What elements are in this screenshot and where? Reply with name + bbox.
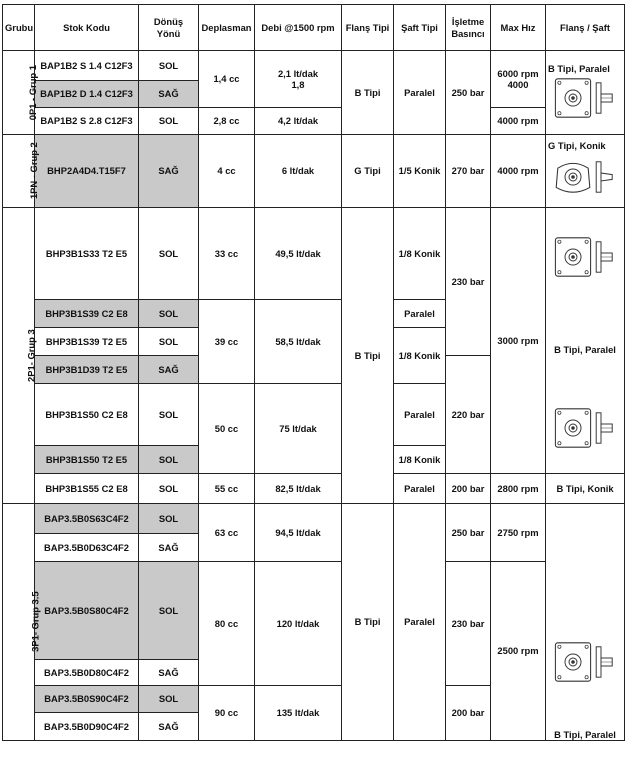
flow-rate: 135 lt/dak — [255, 686, 342, 741]
flange-type: G Tipi — [342, 135, 394, 208]
displacement: 39 cc — [199, 300, 255, 384]
displacement: 1,4 cc — [199, 51, 255, 108]
pump-flange-drawing-icon — [553, 154, 617, 200]
flow-rate: 75 lt/dak — [255, 384, 342, 474]
stock-code: BAP3.5B0D63C4F2 — [35, 534, 139, 562]
table-row — [3, 208, 625, 300]
table-row — [3, 562, 625, 660]
header-donus-yonu: Dönüş Yönü — [139, 5, 199, 51]
stock-code: BHP3B1S50 C2 E8 — [35, 384, 139, 446]
shaft-type: 1/8 Konik — [394, 208, 446, 300]
header-row — [3, 5, 625, 51]
flow-rate: 58,5 lt/dak — [255, 300, 342, 384]
header-stok-kodu: Stok Kodu — [35, 5, 139, 51]
rotation-direction: SAĞ — [139, 135, 199, 208]
table-row — [3, 504, 625, 534]
header-grubu: Grubu — [3, 5, 35, 51]
rotation-direction: SOL — [139, 300, 199, 328]
flange-type: B Tipi — [342, 504, 394, 741]
operating-pressure: 200 bar — [446, 686, 491, 741]
pump-flange-drawing-icon — [553, 234, 617, 280]
rotation-direction: SOL — [139, 562, 199, 660]
group-label: 0P1 - Grup 1 — [3, 51, 35, 135]
header-debi: Debi @1500 rpm — [255, 5, 342, 51]
rotation-direction: SOL — [139, 686, 199, 713]
displacement: 90 cc — [199, 686, 255, 741]
flow-rate: 2,1 lt/dak 1,8 — [255, 51, 342, 108]
displacement: 2,8 cc — [199, 108, 255, 135]
operating-pressure: 250 bar — [446, 504, 491, 562]
rotation-direction: SOL — [139, 384, 199, 446]
operating-pressure: 220 bar — [446, 356, 491, 474]
group-label: 2P1- Grup 3 — [3, 208, 35, 504]
rotation-direction: SOL — [139, 474, 199, 504]
stock-code: BAP3.5B0D80C4F2 — [35, 660, 139, 686]
rotation-direction: SOL — [139, 446, 199, 474]
rotation-direction: SAĞ — [139, 356, 199, 384]
max-speed: 4000 rpm — [491, 108, 546, 135]
pump-flange-drawing-icon — [553, 405, 617, 451]
table-row — [3, 135, 625, 208]
stock-code: BAP3.5B0S63C4F2 — [35, 504, 139, 534]
displacement: 4 cc — [199, 135, 255, 208]
stock-code: BAP1B2 D 1.4 C12F3 — [35, 81, 139, 108]
max-speed: 2500 rpm — [491, 562, 546, 741]
flange-type: B Tipi — [342, 51, 394, 135]
flow-rate: 120 lt/dak — [255, 562, 342, 686]
stock-code: BAP3.5B0S80C4F2 — [35, 562, 139, 660]
max-speed: 2800 rpm — [491, 474, 546, 504]
stock-code: BHP3B1S50 T2 E5 — [35, 446, 139, 474]
operating-pressure: 270 bar — [446, 135, 491, 208]
displacement: 55 cc — [199, 474, 255, 504]
pump-flange-drawing-icon — [553, 76, 617, 120]
displacement: 63 cc — [199, 504, 255, 562]
max-speed: 2750 rpm — [491, 504, 546, 562]
rotation-direction: SAĞ — [139, 81, 199, 108]
rotation-direction: SOL — [139, 108, 199, 135]
product-table — [2, 4, 625, 741]
displacement: 80 cc — [199, 562, 255, 686]
stock-code: BAP1B2 S 2.8 C12F3 — [35, 108, 139, 135]
rotation-direction: SOL — [139, 328, 199, 356]
header-flans-saft: Flanş / Şaft — [546, 5, 625, 51]
stock-code: BAP1B2 S 1.4 C12F3 — [35, 51, 139, 81]
rotation-direction: SAĞ — [139, 713, 199, 741]
header-deplasman: Deplasman — [199, 5, 255, 51]
shaft-type: 1/5 Konik — [394, 135, 446, 208]
max-speed: 6000 rpm 4000 — [491, 51, 546, 108]
operating-pressure: 230 bar — [446, 208, 491, 356]
flange-shaft-image: B Tipi, Paralel — [546, 504, 625, 741]
header-isletme-basinci: İşletme Basıncı — [446, 5, 491, 51]
group-label: 3P1- Grup 3.5 — [3, 504, 35, 741]
flange-type: B Tipi — [342, 208, 394, 504]
rotation-direction: SOL — [139, 504, 199, 534]
stock-code: BHP3B1S39 C2 E8 — [35, 300, 139, 328]
group-label: 1PN - Grup 2 — [3, 135, 35, 208]
rotation-direction: SAĞ — [139, 660, 199, 686]
table-row — [3, 51, 625, 81]
shaft-type: Paralel — [394, 384, 446, 446]
flange-shaft-image: B Tipi, Konik — [546, 474, 625, 504]
flow-rate: 49,5 lt/dak — [255, 208, 342, 300]
shaft-type: 1/8 Konik — [394, 328, 446, 384]
max-speed: 4000 rpm — [491, 135, 546, 208]
stock-code: BHP3B1S39 T2 E5 — [35, 328, 139, 356]
shaft-type: Paralel — [394, 300, 446, 328]
shaft-type: Paralel — [394, 504, 446, 741]
stock-code: BHP2A4D4.T15F7 — [35, 135, 139, 208]
operating-pressure: 230 bar — [446, 562, 491, 686]
flange-shaft-image: B Tipi, Paralel — [546, 208, 625, 474]
max-speed: 3000 rpm — [491, 208, 546, 474]
rotation-direction: SOL — [139, 208, 199, 300]
operating-pressure: 200 bar — [446, 474, 491, 504]
shaft-type: Paralel — [394, 474, 446, 504]
stock-code: BAP3.5B0S90C4F2 — [35, 686, 139, 713]
flow-rate: 4,2 lt/dak — [255, 108, 342, 135]
stock-code: BAP3.5B0D90C4F2 — [35, 713, 139, 741]
header-max-hiz: Max Hız — [491, 5, 546, 51]
stock-code: BHP3B1D39 T2 E5 — [35, 356, 139, 384]
stock-code: BHP3B1S55 C2 E8 — [35, 474, 139, 504]
flow-rate: 94,5 lt/dak — [255, 504, 342, 562]
shaft-type: Paralel — [394, 51, 446, 135]
flange-shaft-image: G Tipi, Konik — [546, 135, 625, 208]
stock-code: BHP3B1S33 T2 E5 — [35, 208, 139, 300]
table-row — [3, 108, 625, 135]
flow-rate: 82,5 lt/dak — [255, 474, 342, 504]
flow-rate: 6 lt/dak — [255, 135, 342, 208]
shaft-type: 1/8 Konik — [394, 446, 446, 474]
header-saft-tipi: Şaft Tipi — [394, 5, 446, 51]
displacement: 33 cc — [199, 208, 255, 300]
displacement: 50 cc — [199, 384, 255, 474]
rotation-direction: SAĞ — [139, 534, 199, 562]
flange-shaft-image: B Tipi, Paralel — [546, 51, 625, 135]
header-flans-tipi: Flanş Tipi — [342, 5, 394, 51]
operating-pressure: 250 bar — [446, 51, 491, 135]
pump-flange-drawing-icon — [553, 639, 617, 685]
table-row — [3, 474, 625, 504]
rotation-direction: SOL — [139, 51, 199, 81]
